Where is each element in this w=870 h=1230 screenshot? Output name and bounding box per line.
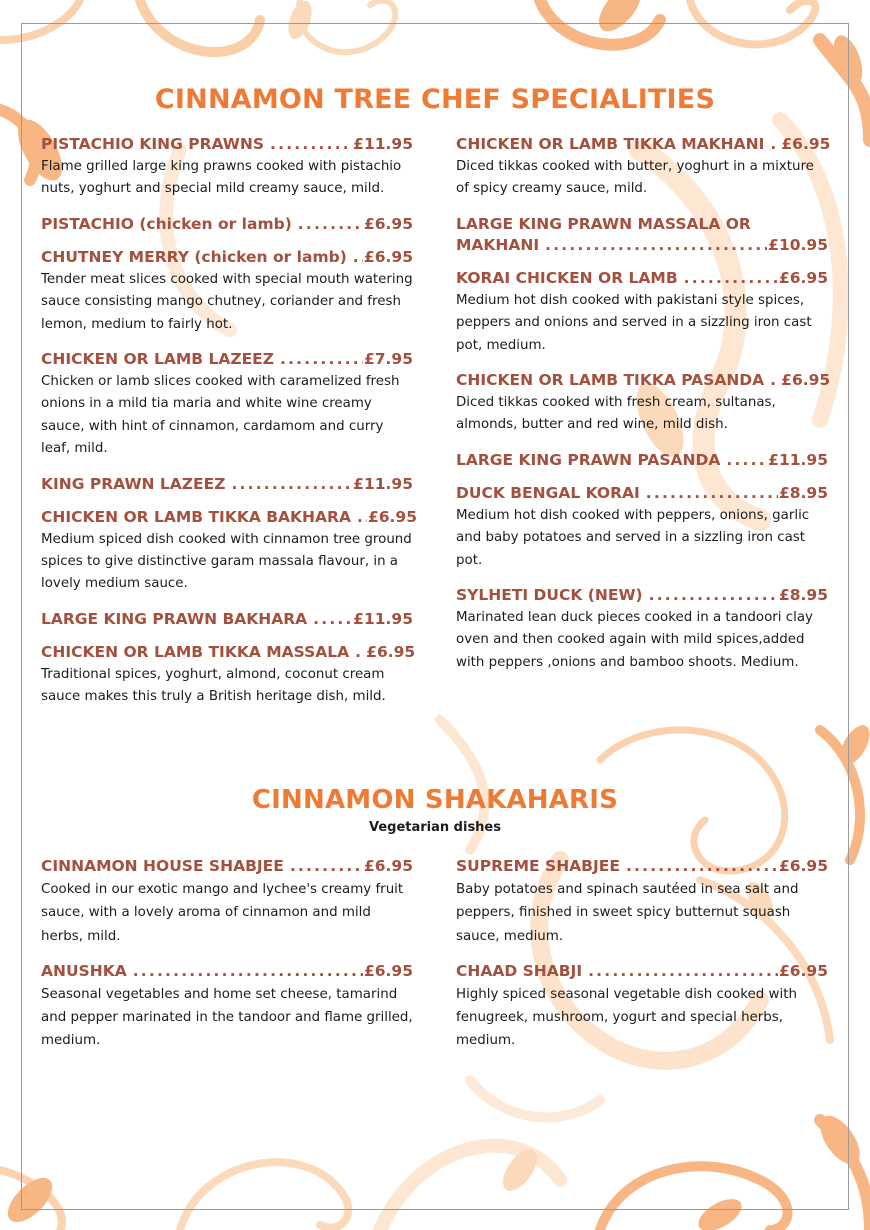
menu-item-name-continued: MAKHANI <box>456 235 540 254</box>
menu-item <box>456 483 828 572</box>
menu-item-price: £6.95 <box>363 961 413 980</box>
dot-leader <box>231 474 352 494</box>
menu-item-price: £8.95 <box>778 483 828 502</box>
menu-item <box>41 856 413 948</box>
menu-item-name: LARGE KING PRAWN BAKHARA <box>41 609 308 628</box>
menu-item-header <box>41 247 413 267</box>
dot-leader <box>588 961 778 981</box>
dot-leader <box>270 134 352 154</box>
menu-item-header <box>41 609 413 629</box>
dot-leader <box>770 370 780 390</box>
section-title-shakaharis: CINNAMON SHAKAHARIS <box>251 785 619 815</box>
menu-item-price: £6.95 <box>781 135 831 153</box>
menu-item <box>456 961 828 1053</box>
section-subtitle: Vegetarian dishes <box>368 820 501 835</box>
menu-item-name: DUCK BENGAL KORAI <box>456 483 640 502</box>
menu-item-price: £6.95 <box>363 247 413 266</box>
menu-item-price: £8.95 <box>778 586 828 605</box>
menu-item-name: SYLHETI DUCK (NEW) <box>456 586 643 605</box>
dot-leader <box>626 856 778 876</box>
menu-item-header <box>41 961 413 981</box>
menu-item-price: £11.95 <box>353 474 413 493</box>
menu-item-price: £6.95 <box>363 214 413 233</box>
section-title-chef-specialities: CINNAMON TREE CHEF SPECIALITIES <box>154 84 716 115</box>
menu-item <box>456 214 828 255</box>
menu-item-name: CHICKEN OR LAMB TIKKA BAKHARA <box>41 507 351 526</box>
menu-item-header <box>41 507 417 527</box>
menu-item-price: £6.95 <box>781 371 831 390</box>
menu-item-name: CHICKEN OR LAMB LAZEEZ <box>41 350 274 369</box>
menu-item-description: Medium spiced dish cooked with cinnamon tree ground spices to give distinctive garam massala flavour, in a lovely medium sauce. <box>41 531 412 592</box>
menu-item-name: PISTACHIO (chicken or lamb) <box>41 214 292 233</box>
menu-item-price: £6.95 <box>778 961 828 980</box>
menu-item-description: Chicken or lamb slices cooked with caramelized fresh onions in a mild tia maria and white wine creamy sauce, with hint of cinnamon, cardamom and curry leaf, mild. <box>41 374 400 457</box>
dot-leader <box>280 349 363 369</box>
menu-item-description: Flame grilled large king prawns cooked with pistachio nuts, yoghurt and special mild creamy sauce, mild. <box>41 159 402 197</box>
dot-leader <box>649 585 778 605</box>
menu-item <box>456 134 831 201</box>
menu-item-header <box>456 961 828 981</box>
menu-item <box>456 370 831 437</box>
menu-item-price: £6.95 <box>778 268 828 287</box>
chef-specialities-left-column <box>41 134 417 722</box>
menu-item-description: Highly spiced seasonal vegetable dish cooked with fenugreek, mushroom, yogurt and special herbs, medium. <box>456 986 797 1049</box>
menu-item <box>456 268 828 357</box>
menu-item-description: Diced tikkas cooked with butter, yoghurt in a mixture of spicy creamy sauce, mild. <box>456 159 814 197</box>
menu-item-header <box>456 450 828 470</box>
menu-item-header <box>456 585 828 605</box>
menu-item-header <box>456 483 828 503</box>
menu-item-header <box>456 235 828 255</box>
dot-leader <box>313 609 352 629</box>
shakaharis-left-column <box>41 856 413 1066</box>
menu-item-price: £6.95 <box>367 507 417 526</box>
menu-item-header <box>41 214 413 234</box>
menu-item <box>456 856 828 948</box>
menu-item <box>41 349 413 461</box>
menu-item-description: Baby potatoes and spinach sautéed in sea salt and peppers, finished in sweet spicy butternut squash sauce, medium. <box>456 882 799 944</box>
menu-item-header <box>456 268 828 288</box>
menu-item-header <box>41 349 413 369</box>
dot-leader <box>357 507 367 527</box>
menu-item <box>456 450 828 470</box>
menu-item-name: CHICKEN OR LAMB TIKKA PASANDA <box>456 371 765 390</box>
menu-item-header <box>456 370 831 390</box>
menu-item-description: Seasonal vegetables and home set cheese, tamarind and pepper marinated in the tandoor and flame grilled, medium. <box>41 986 413 1049</box>
menu-item <box>456 585 828 674</box>
menu-item-header <box>456 856 828 876</box>
menu-item-description: Diced tikkas cooked with fresh cream, sultanas, almonds, butter and red wine, mild dish. <box>456 395 776 433</box>
menu-item-name: SUPREME SHABJEE <box>456 857 620 875</box>
menu-item-header <box>456 134 831 154</box>
menu-item-name: LARGE KING PRAWN MASSALA OR <box>456 214 751 233</box>
menu-item-description: Tender meat slices cooked with special mouth watering sauce consisting mango chutney, coriander and fresh lemon, medium to fairly hot. <box>41 271 413 332</box>
menu-item-price: £11.95 <box>353 609 413 628</box>
menu-item-name: KORAI CHICKEN OR LAMB <box>456 268 678 287</box>
menu-item-description: Medium hot dish cooked with pakistani style spices, peppers and onions and served in a sizzling iron cast pot, medium. <box>456 292 812 353</box>
menu-item-header <box>41 642 416 662</box>
menu-item-name: CHICKEN OR LAMB TIKKA MAKHANI <box>456 135 765 153</box>
menu-item-header <box>41 856 413 876</box>
chef-specialities-right-column <box>456 134 831 687</box>
menu-item <box>41 474 413 494</box>
dot-leader <box>290 856 363 876</box>
menu-item-price: £7.95 <box>363 350 413 369</box>
menu-item <box>41 609 413 629</box>
menu-item-description: Marinated lean duck pieces cooked in a tandoori clay oven and then cooked again with mild spices,added with peppers ,onions and bamboo shoots. Medium. <box>456 610 813 670</box>
menu-item-price: £6.95 <box>778 857 828 875</box>
menu-item-header <box>41 474 413 494</box>
menu-item-description: Medium hot dish cooked with peppers, onions, garlic and baby potatoes and served in a sizzling iron cast pot. <box>456 507 810 568</box>
shakaharis-right-column <box>456 856 828 1066</box>
dot-leader <box>545 235 767 255</box>
menu-item-price: £11.95 <box>768 450 828 469</box>
menu-item-name: CHAAD SHABJI <box>456 961 583 980</box>
dot-leader <box>298 214 363 234</box>
menu-item-name: KING PRAWN LAZEEZ <box>41 474 226 493</box>
menu-item-name: CHICKEN OR LAMB TIKKA MASSALA <box>41 642 350 661</box>
menu-item <box>41 247 413 336</box>
menu-item-price: £6.95 <box>363 857 413 875</box>
menu-item-name: PISTACHIO KING PRAWNS <box>41 135 265 153</box>
dot-leader <box>355 642 365 662</box>
dot-leader <box>353 247 363 267</box>
dot-leader <box>133 961 363 981</box>
menu-item-price: £10.95 <box>768 235 828 254</box>
menu-item-name: ANUSHKA <box>41 961 127 980</box>
dot-leader <box>646 483 778 503</box>
menu-item-name: CHUTNEY MERRY (chicken or lamb) <box>41 247 347 266</box>
menu-item-price: £11.95 <box>353 135 413 153</box>
menu-item <box>41 134 413 201</box>
menu-item-header <box>41 134 413 154</box>
menu-item-name: CINNAMON HOUSE SHABJEE <box>41 857 284 875</box>
dot-leader <box>684 268 778 288</box>
menu-item-description: Traditional spices, yoghurt, almond, coconut cream sauce makes this truly a British heritage dish, mild. <box>41 666 386 705</box>
menu-item <box>41 642 416 709</box>
menu-item-name: LARGE KING PRAWN PASANDA <box>456 450 721 469</box>
dot-leader <box>770 134 780 154</box>
menu-item <box>41 507 417 596</box>
menu-item-price: £6.95 <box>366 642 416 661</box>
menu-item <box>41 961 413 1053</box>
menu-item <box>41 214 413 234</box>
menu-item-description: Cooked in our exotic mango and lychee's creamy fruit sauce, with a lovely aroma of cinnamon and mild herbs, mild. <box>41 882 404 944</box>
dot-leader <box>726 450 767 470</box>
